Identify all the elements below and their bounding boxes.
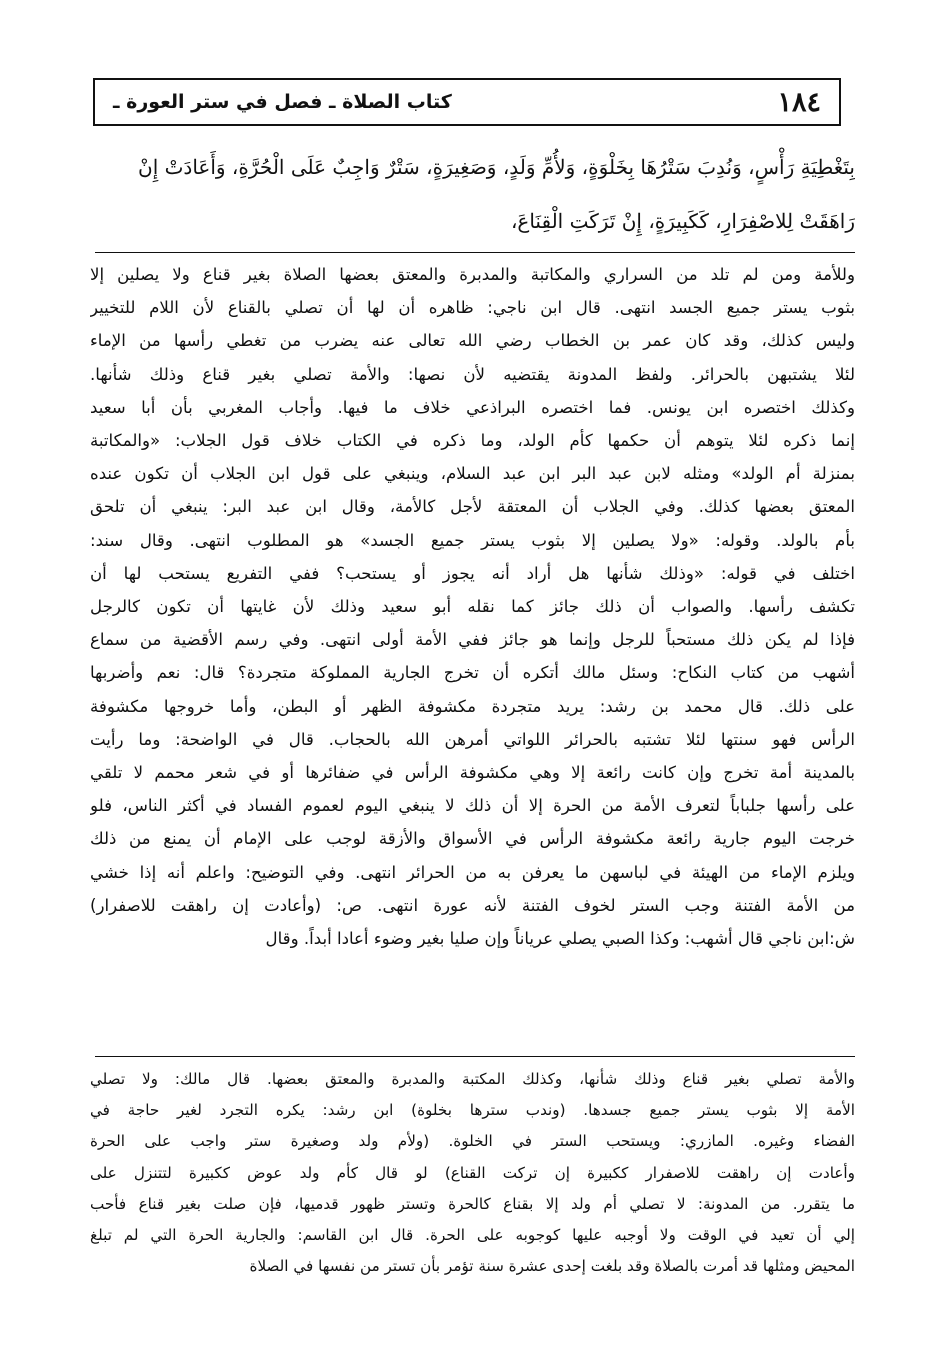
running-title: كتاب الصلاة ـ فصل في ستر العورة ـ xyxy=(113,91,452,113)
commentary-line: بأم بالولد. وقوله: «ولا يصلين إلا بثوب يستر جميع الجسد» هو المطلوب انتهى. وقال سند: xyxy=(90,530,855,550)
commentary-line: على ذلك. قال محمد بن رشد: يريد متجردة مكشوفة الظهر أو البطن، وأما خروجها مكشوفة xyxy=(90,696,855,716)
footnote-line: المحيض ومثلها قد أمرت بالصلاة وقد بلغت إحدى عشرة سنة تؤمر بأن تستر من نفسها في الصلاة xyxy=(249,1257,855,1276)
footnote-line: وأعادت إن راهقت للاصفرار ككبيرة إن تركت القناع) لو قال كأم ولد عوض ككبيرة لتتنزل على xyxy=(90,1163,855,1182)
footnote-line: الأمة إلا بثوب يستر جميع جسدها. (وندب سترها بخلوة) ابن رشد: يكره التجرد لغير حاجة في xyxy=(90,1101,855,1120)
divider-line xyxy=(95,1056,855,1057)
footnote-line: إلي أن تعيد في الوقت ولا أوجبه عليها كوجوبه على الحرة. قال ابن القاسم: والجارية الحرة التي لم تبلغ xyxy=(90,1226,855,1245)
commentary-line: الرأس فهو سنتها لئلا تشتبه بالحرائر اللواتي أمرهن الله بالحجاب. قال في الواضحة: وما رأيت xyxy=(90,729,855,749)
commentary-line: وكذلك اختصره ابن يونس. فما اختصره البراذعي خلاف ما فيها. وأجاب المغربي بأن أبا سعيد xyxy=(90,397,855,417)
commentary-line: أشهب من كتاب النكاح: وسئل مالك أتكره أن تخرج الجارية المملوكة متجردة؟ قال: نعم وأضربها xyxy=(90,663,855,683)
page-number: ١٨٤ xyxy=(777,86,821,118)
footnote-line: والأمة تصلي بغير قناع وذلك شأنها، وكذلك المكتبة والمدبرة والمعتق بعضها. قال مالك: ولا تصلي xyxy=(90,1070,855,1088)
commentary-line: بثوب يستر جميع الجسد انتهى. قال ابن ناجي: ظاهره أن لها أن تصلي بالقناع لأن اللام للتخيير xyxy=(90,298,855,318)
commentary-line: إنما ذكره لئلا يتوهم أن حكمها كأم الولد، وما ذكره في الكتاب خلاف قول الجلاب: «والمكاتبة xyxy=(90,431,855,451)
matn-text xyxy=(90,140,855,248)
commentary-line: على رأسها جلباباً لتعرف الأمة من الحرة إلا أن ذلك لا ينبغي اليوم لعموم الفساد في أكثر الناس، فلو xyxy=(90,796,855,816)
commentary-line: من الأمة الفتنة وجب الستر لخوف الفتنة لأنه عورة انتهى. ص: (وأعادت إن راهقت للاصفرار) xyxy=(90,895,855,915)
commentary-text xyxy=(90,258,855,955)
commentary-line: لئلا يشتبهن بالحرائر. ولفظ المدونة يقتضيه لأن نصها: والأمة تصلي بغير قناع وذلك شأنها. xyxy=(90,364,855,384)
footnote-line: ما يتقرر. من المدونة: لا تصلي أم ولد إلا بقناع كالحرة وتستر ظهور قدميها، فإن صلت بغير قناع فأحب xyxy=(90,1194,855,1213)
commentary-line: ويلزم الإماء من الهيئة في لباسهن ما يعرفن به من الحرائر انتهى. وفي التوضيح: واعلم أنه إذا خشي xyxy=(90,862,855,882)
commentary-line: المعتق بعضها كذلك. وفي الجلاب أن المعتقة لأجل كالأمة، وقال ابن عبد البر: ينبغي أن تلحق xyxy=(90,497,855,517)
commentary-line: ش:ابن ناجي قال أشهب: وكذا الصبي يصلي عرياناً وإن صليا بغير وضوء أعادا أبداً. وقال xyxy=(265,929,855,949)
divider-line xyxy=(95,252,855,253)
matn-line: رَاهَقَتْ لِلاصْفِرَارِ، كَكَبِيرَةٍ، إِنْ تَرَكَتِ الْقِنَاعَ، xyxy=(510,209,855,233)
commentary-line: اختلف في قوله: «وذلك شأنها هل أراد أنه يجوز أو يستحب؟ ففي التفريع يستحب لها أن xyxy=(90,563,855,583)
commentary-line: بالمدينة أمة تخرج وإن كانت رائعة إلا وهي مكشوفة الرأس في ضفائرها أو في شعر محمم لا تلقي xyxy=(90,763,855,783)
footnote-line: الفضاء وغيره. المازري: ويستحب الستر في الخلوة. (ولأم ولد وصغيرة ستر واجب على الحرة xyxy=(90,1132,855,1151)
page-header xyxy=(93,78,841,126)
commentary-line: تكشف رأسها. والصواب أن ذلك جائز كما نقله أبو سعيد وذلك لأن غايتها أن تكون كالرجل xyxy=(90,597,855,617)
matn-line: بِتَغْطِيَةِ رَأْسٍ، وَنُدِبَ سَتْرُهَا بِخَلْوَةٍ، وَلأُمِّ وَلَدٍ، وَصَغِيرَةٍ، سَتْرٌ وَاجِبٌ عَلَى الْحُرَّةِ، وَأَعَادَتْ إِنْ xyxy=(138,155,855,179)
commentary-line: وللأمة ومن لم تلد من السراري والمكاتبة والمدبرة والمعتق بعضها الصلاة بغير قناع ولا يصلين إلا xyxy=(90,265,855,284)
commentary-line: وليس كذلك، وقد كان عمر بن الخطاب رضي الله تعالى عنه يضرب من تغطي رأسها من الإماء xyxy=(90,331,855,351)
footnote-text xyxy=(90,1064,855,1282)
commentary-line: فإذا لم يكن ذلك مستحباً للرجل وإنما هو جائز ففي الأمة أولى انتهى. وفي رسم الأقضية من سماع xyxy=(90,630,855,650)
commentary-line: بمنزلة أم الولد» ومثله لابن عبد البر ابن عبد السلام، وينبغي على قول ابن الجلاب أن تكون عنده xyxy=(90,464,855,484)
commentary-line: خرجت اليوم جارية رائعة مكشوفة الرأس في الأسواق والأزقة لوجب على الإمام أن يمنع من ذلك xyxy=(90,829,855,849)
